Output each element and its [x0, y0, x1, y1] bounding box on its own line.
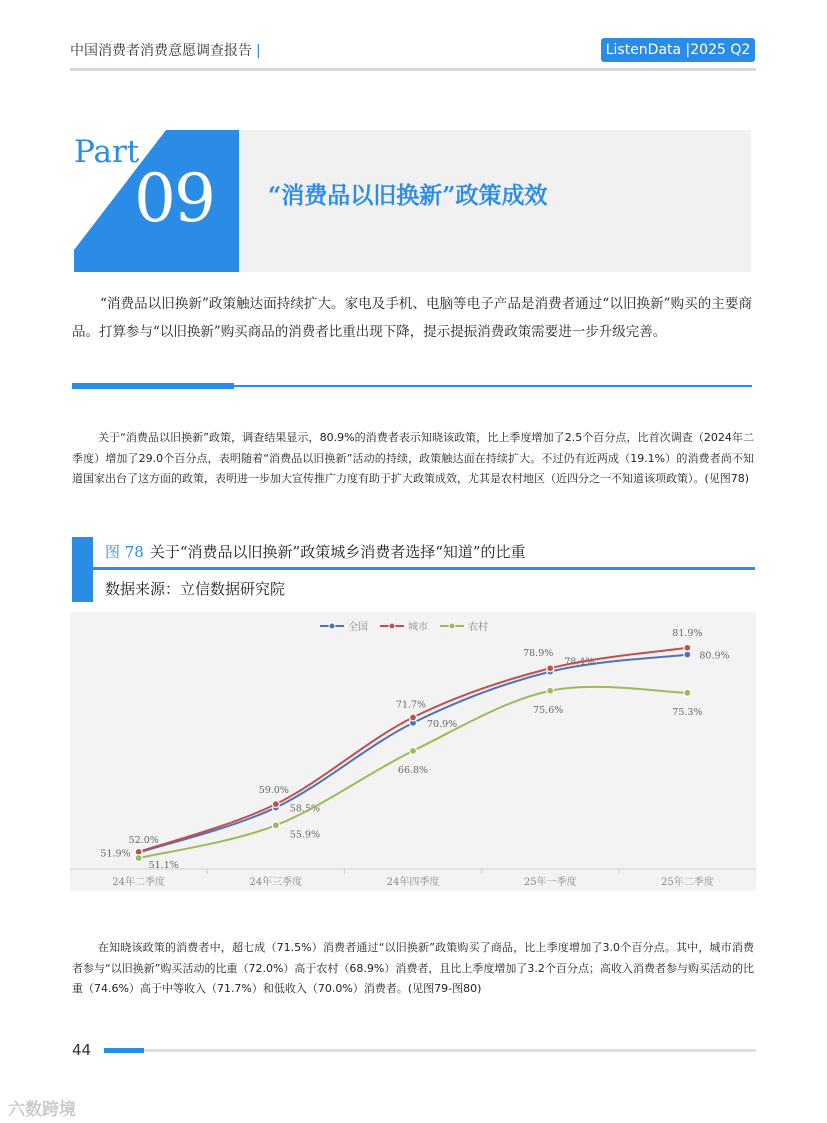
legend-marker: [449, 623, 455, 629]
data-point: [684, 644, 691, 651]
data-point: [410, 747, 417, 754]
summary-divider-accent: [72, 383, 234, 389]
data-point: [547, 687, 554, 694]
figure-accent-bar: [72, 537, 93, 602]
data-label: 51.1%: [148, 860, 179, 872]
footer-line-accent: [104, 1048, 144, 1053]
part-number: 09: [134, 160, 214, 237]
data-label: 59.0%: [258, 785, 289, 797]
page-number: 44: [72, 1041, 92, 1059]
legend-label: 城市: [408, 622, 428, 633]
data-label: 81.9%: [672, 627, 703, 639]
watermark: 六数跨境: [8, 1100, 76, 1120]
brand-badge: ListenData |2025 Q2: [601, 38, 755, 62]
data-point: [410, 714, 417, 721]
data-point: [684, 651, 691, 658]
x-tick-label: 24年四季度: [386, 877, 440, 888]
legend-marker: [389, 623, 395, 629]
data-point: [272, 801, 279, 808]
data-label: 52.0%: [128, 834, 159, 846]
data-label: 78.9%: [523, 648, 554, 660]
figure-source: 数据来源：立信数据研究院: [105, 580, 286, 598]
data-label: 58.5%: [289, 803, 320, 815]
body-paragraph-1: 关于“消费品以旧换新”政策，调查结果显示，80.9%的消费者表示知晓该政策，比上季度增加了2.5个百分点，比首次调查（2024年二季度）增加了29.0个百分点，表明随着“消费品以旧换新”活动的持续，政策触达面在持续扩大。不过仍有近两成（19.1%）的消费者尚不知道国家出台了这方面的政策，表明进一步加大宣传推广力度有助于扩大政策成效，尤其是农村地区（近四分之一不知道该项政策）。(见图78): [72, 431, 754, 485]
footer-line: [104, 1049, 756, 1052]
section-summary: “消费品以旧换新”政策触达面持续扩大。家电及手机、电脑等电子产品是消费者通过“以旧换新”购买的主要商品。打算参与“以旧换新”购买商品的消费者比重出现下降，提示提振消费政策需要进一步升级完善。: [72, 296, 752, 340]
data-label: 70.9%: [427, 718, 458, 730]
data-point: [684, 689, 691, 696]
figure-divider: [93, 567, 755, 570]
data-point: [272, 822, 279, 829]
report-title: 中国消费者消费意愿调查报告 |: [70, 43, 261, 59]
data-label: 51.9%: [100, 848, 131, 860]
legend-label: 全国: [348, 622, 368, 633]
x-tick-label: 25年二季度: [661, 877, 714, 888]
figure-number: 图 78: [105, 543, 144, 561]
line-chart: [70, 612, 756, 891]
x-tick-label: 25年一季度: [523, 877, 577, 888]
data-label: 78.4%: [564, 656, 595, 668]
figure-title: 关于“消费品以旧换新”政策城乡消费者选择“知道”的比重: [149, 543, 526, 561]
data-label: 80.9%: [699, 650, 730, 662]
data-point: [135, 855, 142, 862]
header-divider: [70, 68, 756, 71]
x-tick-label: 24年三季度: [249, 877, 303, 888]
body-paragraph-2: 在知晓该政策的消费者中，超七成（71.5%）消费者通过“以旧换新”政策购买了商品，比上季度增加了3.0个百分点。其中，城市消费者参与“以旧换新”购买活动的比重（72.0%）高于农村（68.9%）消费者，且比上季度增加了3.2个百分点；高收入消费者参与购买活动的比重（74.6%）高于中等收入（71.7%）和低收入（70.0%）消费者。(见图79-图80): [72, 941, 754, 995]
section-title: “消费品以旧换新”政策成效: [268, 182, 548, 209]
data-point: [547, 665, 554, 672]
part-label: Part: [74, 134, 140, 170]
figure-caption: [105, 541, 526, 562]
legend-marker: [329, 623, 335, 629]
data-label: 71.7%: [395, 699, 427, 711]
legend-label: 农村: [468, 622, 488, 633]
data-label: 75.6%: [533, 704, 564, 716]
x-tick-label: 24年二季度: [112, 877, 165, 888]
data-label: 55.9%: [289, 829, 320, 841]
data-label: 66.8%: [397, 764, 429, 776]
data-label: 75.3%: [672, 706, 703, 718]
